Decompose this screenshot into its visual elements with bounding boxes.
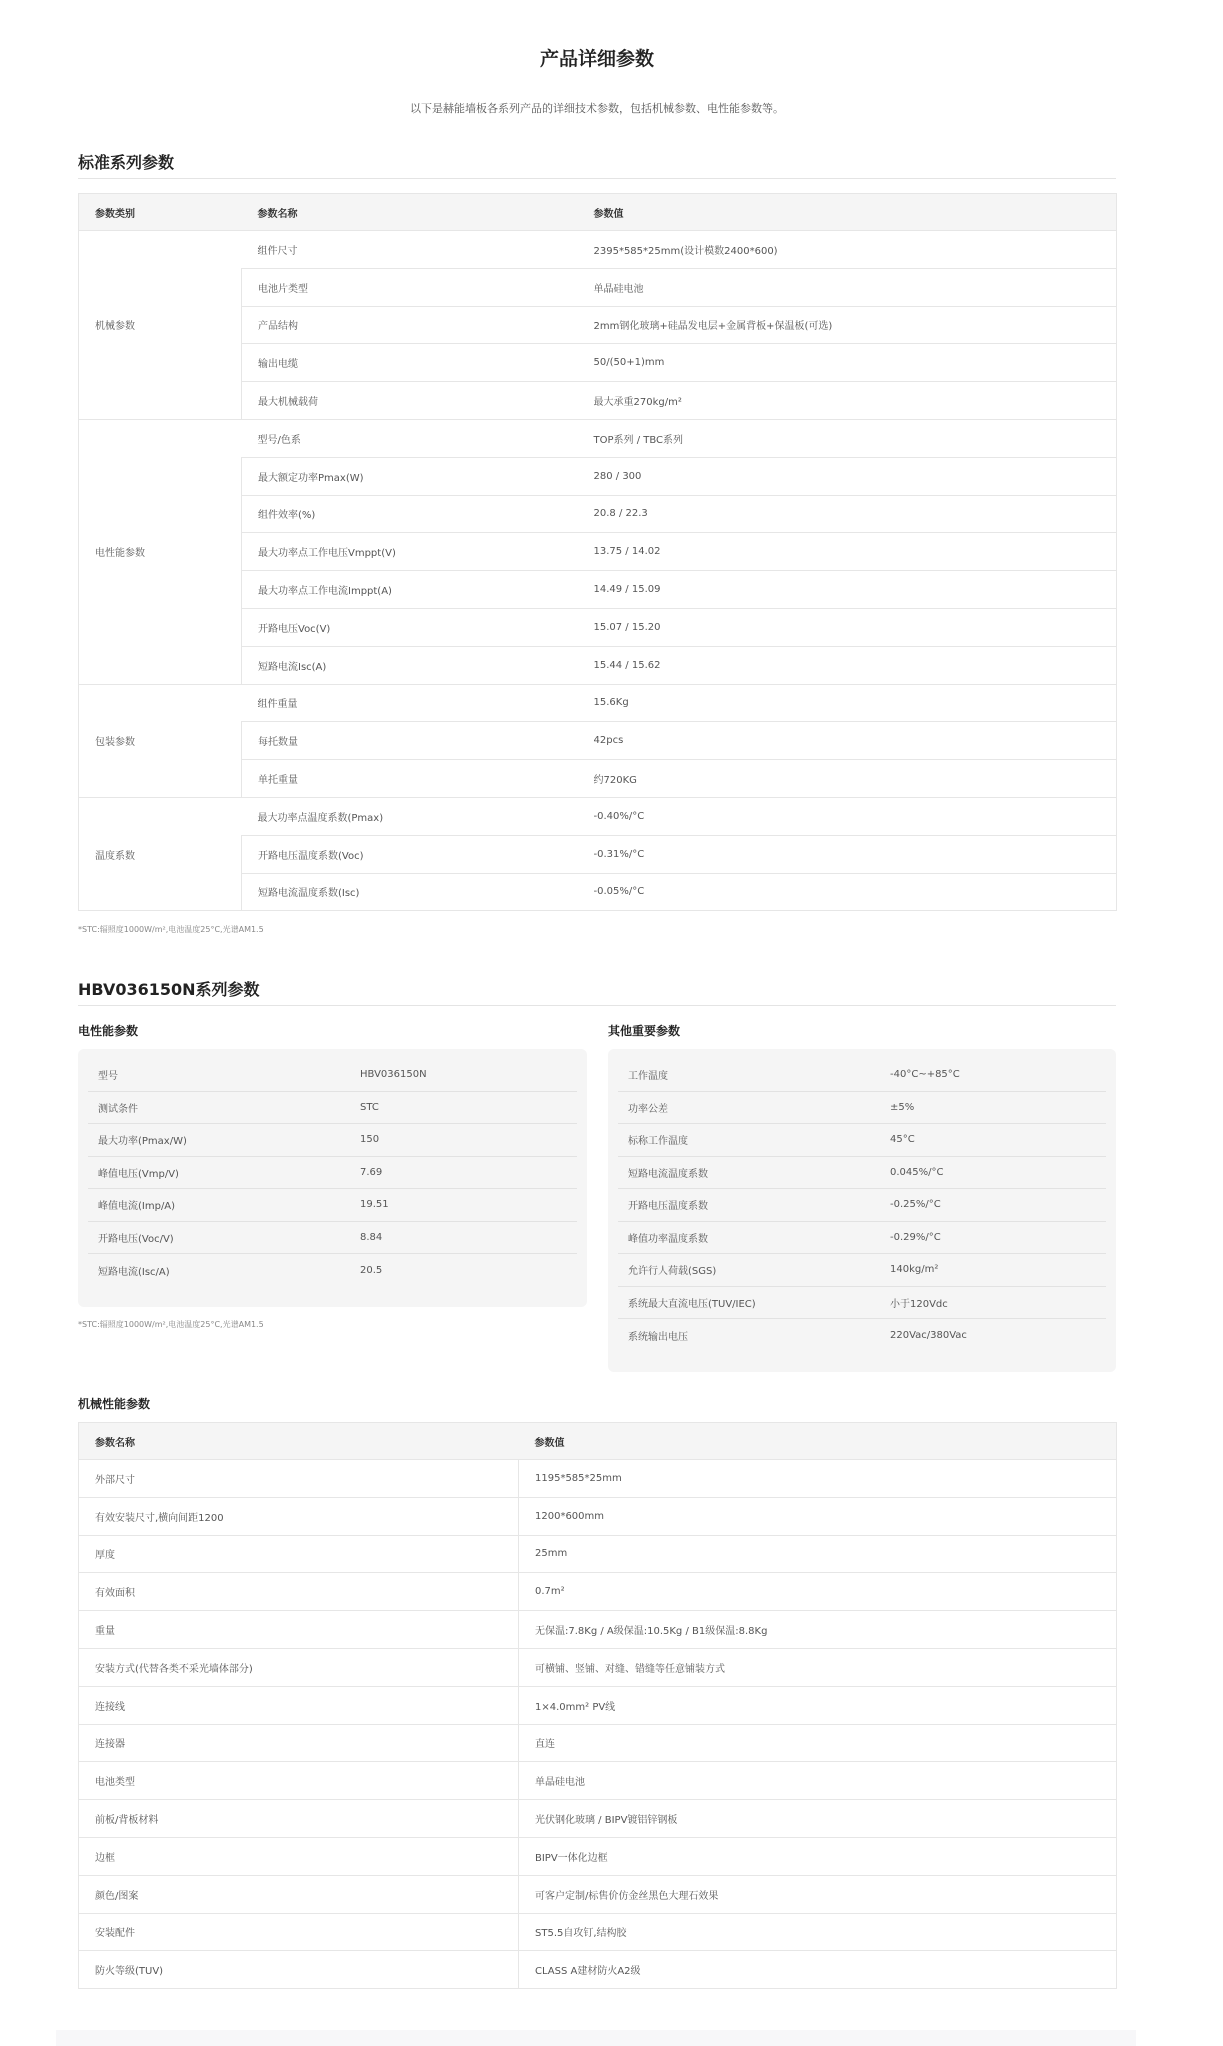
standard-spec-table xyxy=(78,193,1117,911)
param-name-cell: 厚度 xyxy=(79,1535,519,1573)
mechanical-subtitle: 机械性能参数 xyxy=(78,1397,151,1411)
param-value-cell: 15.07 / 15.20 xyxy=(578,608,1117,646)
table-row xyxy=(79,1573,1117,1611)
param-name: 系统输出电压 xyxy=(628,1331,688,1343)
param-row xyxy=(618,1124,1106,1157)
param-name-cell: 外部尺寸 xyxy=(79,1460,519,1498)
table-row xyxy=(79,1875,1117,1913)
param-name-cell: 电池类型 xyxy=(79,1762,519,1800)
other-params-panel xyxy=(608,1049,1116,1372)
param-name-cell: 边框 xyxy=(79,1837,519,1875)
param-row xyxy=(88,1254,577,1287)
category-cell: 温度系数 xyxy=(79,797,242,910)
param-value-cell: 单晶硅电池 xyxy=(578,268,1117,306)
param-name-cell: 开路电压温度系数(Voc) xyxy=(242,835,578,873)
param-value: 0.045%/°C xyxy=(890,1166,944,1178)
page-intro: 以下是赫能墙板各系列产品的详细技术参数，包括机械参数、电性能参数等。 xyxy=(410,102,784,115)
table-row xyxy=(79,1535,1117,1573)
param-value-cell: 光伏钢化玻璃 / BIPV镀铝锌钢板 xyxy=(519,1800,1117,1838)
param-value-cell: 1×4.0mm² PV线 xyxy=(519,1686,1117,1724)
param-value-cell: 42pcs xyxy=(578,722,1117,760)
param-row xyxy=(618,1287,1106,1320)
param-value: 8.84 xyxy=(360,1231,383,1243)
param-name-cell: 产品结构 xyxy=(242,306,578,344)
table-row xyxy=(79,1951,1117,1989)
table-row xyxy=(79,1837,1117,1875)
table-row xyxy=(79,1800,1117,1838)
param-name: 标称工作温度 xyxy=(628,1136,688,1148)
param-name-cell: 每托数量 xyxy=(242,722,578,760)
param-value-cell: 1195*585*25mm xyxy=(519,1460,1117,1498)
param-name: 短路电流温度系数 xyxy=(628,1168,708,1180)
param-name: 开路电压(Voc/V) xyxy=(98,1233,174,1245)
param-value-cell: BIPV一体化边框 xyxy=(519,1837,1117,1875)
param-value: HBV036150N xyxy=(360,1069,427,1081)
standard-section-title: 标准系列参数 xyxy=(78,150,1116,179)
param-value-cell: 1200*600mm xyxy=(519,1497,1117,1535)
param-value-cell: 15.44 / 15.62 xyxy=(578,646,1117,684)
param-name-cell: 最大机械载荷 xyxy=(242,382,578,420)
param-value: 7.69 xyxy=(360,1166,383,1178)
electrical-subtitle: 电性能参数 xyxy=(78,1024,139,1038)
param-name-cell: 组件效率(%) xyxy=(242,495,578,533)
table-row xyxy=(79,1648,1117,1686)
table-header-row xyxy=(79,1423,1117,1460)
category-cell: 电性能参数 xyxy=(79,419,242,684)
param-row xyxy=(88,1189,577,1222)
table-row xyxy=(79,231,1117,269)
param-name-cell: 最大功率点工作电流Imppt(A) xyxy=(242,571,578,609)
other-subtitle: 其他重要参数 xyxy=(608,1024,681,1038)
param-value-cell: 直连 xyxy=(519,1724,1117,1762)
param-value-cell: 13.75 / 14.02 xyxy=(578,533,1117,571)
table-header-row xyxy=(79,194,1117,231)
category-cell: 机械参数 xyxy=(79,231,242,420)
param-name-cell: 连接器 xyxy=(79,1724,519,1762)
param-name: 系统最大直流电压(TUV/IEC) xyxy=(628,1298,756,1310)
param-name: 允许行人荷载(SGS) xyxy=(628,1266,717,1278)
param-row xyxy=(618,1319,1106,1352)
param-name: 峰值电流(Imp/A) xyxy=(98,1201,176,1213)
param-value-cell: 15.6Kg xyxy=(578,684,1117,722)
param-value: STC xyxy=(360,1101,379,1113)
param-row xyxy=(88,1222,577,1255)
param-name-cell: 最大额定功率Pmax(W) xyxy=(242,457,578,495)
param-value-cell: ST5.5自攻钉,结构胶 xyxy=(519,1913,1117,1951)
param-value: -0.29%/°C xyxy=(890,1231,941,1243)
param-value-cell: 20.8 / 22.3 xyxy=(578,495,1117,533)
param-value: 小于120Vdc xyxy=(890,1298,948,1310)
param-row xyxy=(618,1157,1106,1190)
param-value: 150 xyxy=(360,1134,380,1146)
header-cell: 参数类别 xyxy=(79,194,242,231)
header-cell: 参数名称 xyxy=(242,194,578,231)
footer-band xyxy=(56,2030,1136,2046)
param-name-cell: 单托重量 xyxy=(242,760,578,798)
param-value-cell: 可客户定制/标售价仿金丝黑色大理石效果 xyxy=(519,1875,1117,1913)
param-row xyxy=(88,1124,577,1157)
param-row xyxy=(88,1059,577,1092)
param-value: 20.5 xyxy=(360,1264,383,1276)
param-name-cell: 颜色/图案 xyxy=(79,1875,519,1913)
header-cell: 参数值 xyxy=(578,194,1117,231)
param-value-cell: 0.7m² xyxy=(519,1573,1117,1611)
param-value: -0.25%/°C xyxy=(890,1199,941,1211)
param-name-cell: 输出电缆 xyxy=(242,344,578,382)
electrical-params-panel xyxy=(78,1049,587,1307)
hbv-section-title: HBV036150N系列参数 xyxy=(78,977,1116,1006)
param-name: 峰值功率温度系数 xyxy=(628,1233,708,1245)
param-name-cell: 组件尺寸 xyxy=(242,231,578,269)
param-value: -40°C~+85°C xyxy=(890,1069,960,1081)
param-name-cell: 防火等级(TUV) xyxy=(79,1951,519,1989)
param-name-cell: 组件重量 xyxy=(242,684,578,722)
param-value-cell: 14.49 / 15.09 xyxy=(578,571,1117,609)
param-row xyxy=(618,1059,1106,1092)
param-name-cell: 安装方式(代替各类不采光墙体部分) xyxy=(79,1648,519,1686)
param-name: 型号 xyxy=(98,1071,118,1083)
table-row xyxy=(79,1460,1117,1498)
param-row xyxy=(618,1254,1106,1287)
param-value: 19.51 xyxy=(360,1199,389,1211)
table-row xyxy=(79,1686,1117,1724)
param-row xyxy=(88,1157,577,1190)
page-title: 产品详细参数 xyxy=(539,48,654,70)
table-row xyxy=(79,1724,1117,1762)
param-name-cell: 有效安装尺寸,横向间距1200 xyxy=(79,1497,519,1535)
param-value-cell: 可横铺、竖铺、对缝、错缝等任意铺装方式 xyxy=(519,1648,1117,1686)
param-value-cell: -0.05%/°C xyxy=(578,873,1117,911)
table-row xyxy=(79,1762,1117,1800)
table-row xyxy=(79,1497,1117,1535)
param-value-cell: 无保温:7.8Kg / A级保温:10.5Kg / B1级保温:8.8Kg xyxy=(519,1611,1117,1649)
param-value-cell: 2mm钢化玻璃+硅晶发电层+金属背板+保温板(可选) xyxy=(578,306,1117,344)
param-row xyxy=(88,1092,577,1125)
param-name-cell: 安装配件 xyxy=(79,1913,519,1951)
param-value: 45°C xyxy=(890,1134,915,1146)
param-name-cell: 最大功率点工作电压Vmppt(V) xyxy=(242,533,578,571)
mechanical-spec-table xyxy=(78,1422,1117,1989)
param-value: ±5% xyxy=(890,1101,915,1113)
table-row xyxy=(79,684,1117,722)
stc-footnote-hbv: *STC:辐照度1000W/m²,电池温度25°C,光谱AM1.5 xyxy=(78,1320,264,1329)
param-value: 220Vac/380Vac xyxy=(890,1329,967,1341)
param-name: 峰值电压(Vmp/V) xyxy=(98,1168,179,1180)
param-value-cell: CLASS A建材防火A2级 xyxy=(519,1951,1117,1989)
param-value: 140kg/m² xyxy=(890,1264,939,1276)
param-name: 测试条件 xyxy=(98,1103,138,1115)
param-name-cell: 开路电压Voc(V) xyxy=(242,608,578,646)
param-name-cell: 型号/色系 xyxy=(242,419,578,457)
param-name-cell: 短路电流Isc(A) xyxy=(242,646,578,684)
param-name: 工作温度 xyxy=(628,1071,668,1083)
param-value-cell: 单晶硅电池 xyxy=(519,1762,1117,1800)
table-row xyxy=(79,797,1117,835)
param-value-cell: 最大承重270kg/m² xyxy=(578,382,1117,420)
param-value-cell: 约720KG xyxy=(578,760,1117,798)
header-cell: 参数名称 xyxy=(79,1423,519,1460)
param-name-cell: 有效面积 xyxy=(79,1573,519,1611)
param-name-cell: 电池片类型 xyxy=(242,268,578,306)
param-name: 功率公差 xyxy=(628,1103,668,1115)
table-row xyxy=(79,419,1117,457)
param-name: 最大功率(Pmax/W) xyxy=(98,1136,187,1148)
param-value-cell: -0.40%/°C xyxy=(578,797,1117,835)
param-name: 短路电流(Isc/A) xyxy=(98,1266,170,1278)
param-name-cell: 最大功率点温度系数(Pmax) xyxy=(242,797,578,835)
table-row xyxy=(79,1611,1117,1649)
param-value-cell: TOP系列 / TBC系列 xyxy=(578,419,1117,457)
param-row xyxy=(618,1222,1106,1255)
param-value-cell: 25mm xyxy=(519,1535,1117,1573)
param-value-cell: 280 / 300 xyxy=(578,457,1117,495)
stc-footnote: *STC:辐照度1000W/m²,电池温度25°C,光谱AM1.5 xyxy=(78,925,264,934)
param-name: 开路电压温度系数 xyxy=(628,1201,708,1213)
param-value-cell: 50/(50+1)mm xyxy=(578,344,1117,382)
table-row xyxy=(79,1913,1117,1951)
param-name-cell: 短路电流温度系数(Isc) xyxy=(242,873,578,911)
header-cell: 参数值 xyxy=(519,1423,1117,1460)
param-name-cell: 连接线 xyxy=(79,1686,519,1724)
category-cell: 包装参数 xyxy=(79,684,242,797)
param-row xyxy=(618,1189,1106,1222)
param-name-cell: 前板/背板材料 xyxy=(79,1800,519,1838)
param-value-cell: 2395*585*25mm(设计模数2400*600) xyxy=(578,231,1117,269)
param-row xyxy=(618,1092,1106,1125)
param-value-cell: -0.31%/°C xyxy=(578,835,1117,873)
param-name-cell: 重量 xyxy=(79,1611,519,1649)
